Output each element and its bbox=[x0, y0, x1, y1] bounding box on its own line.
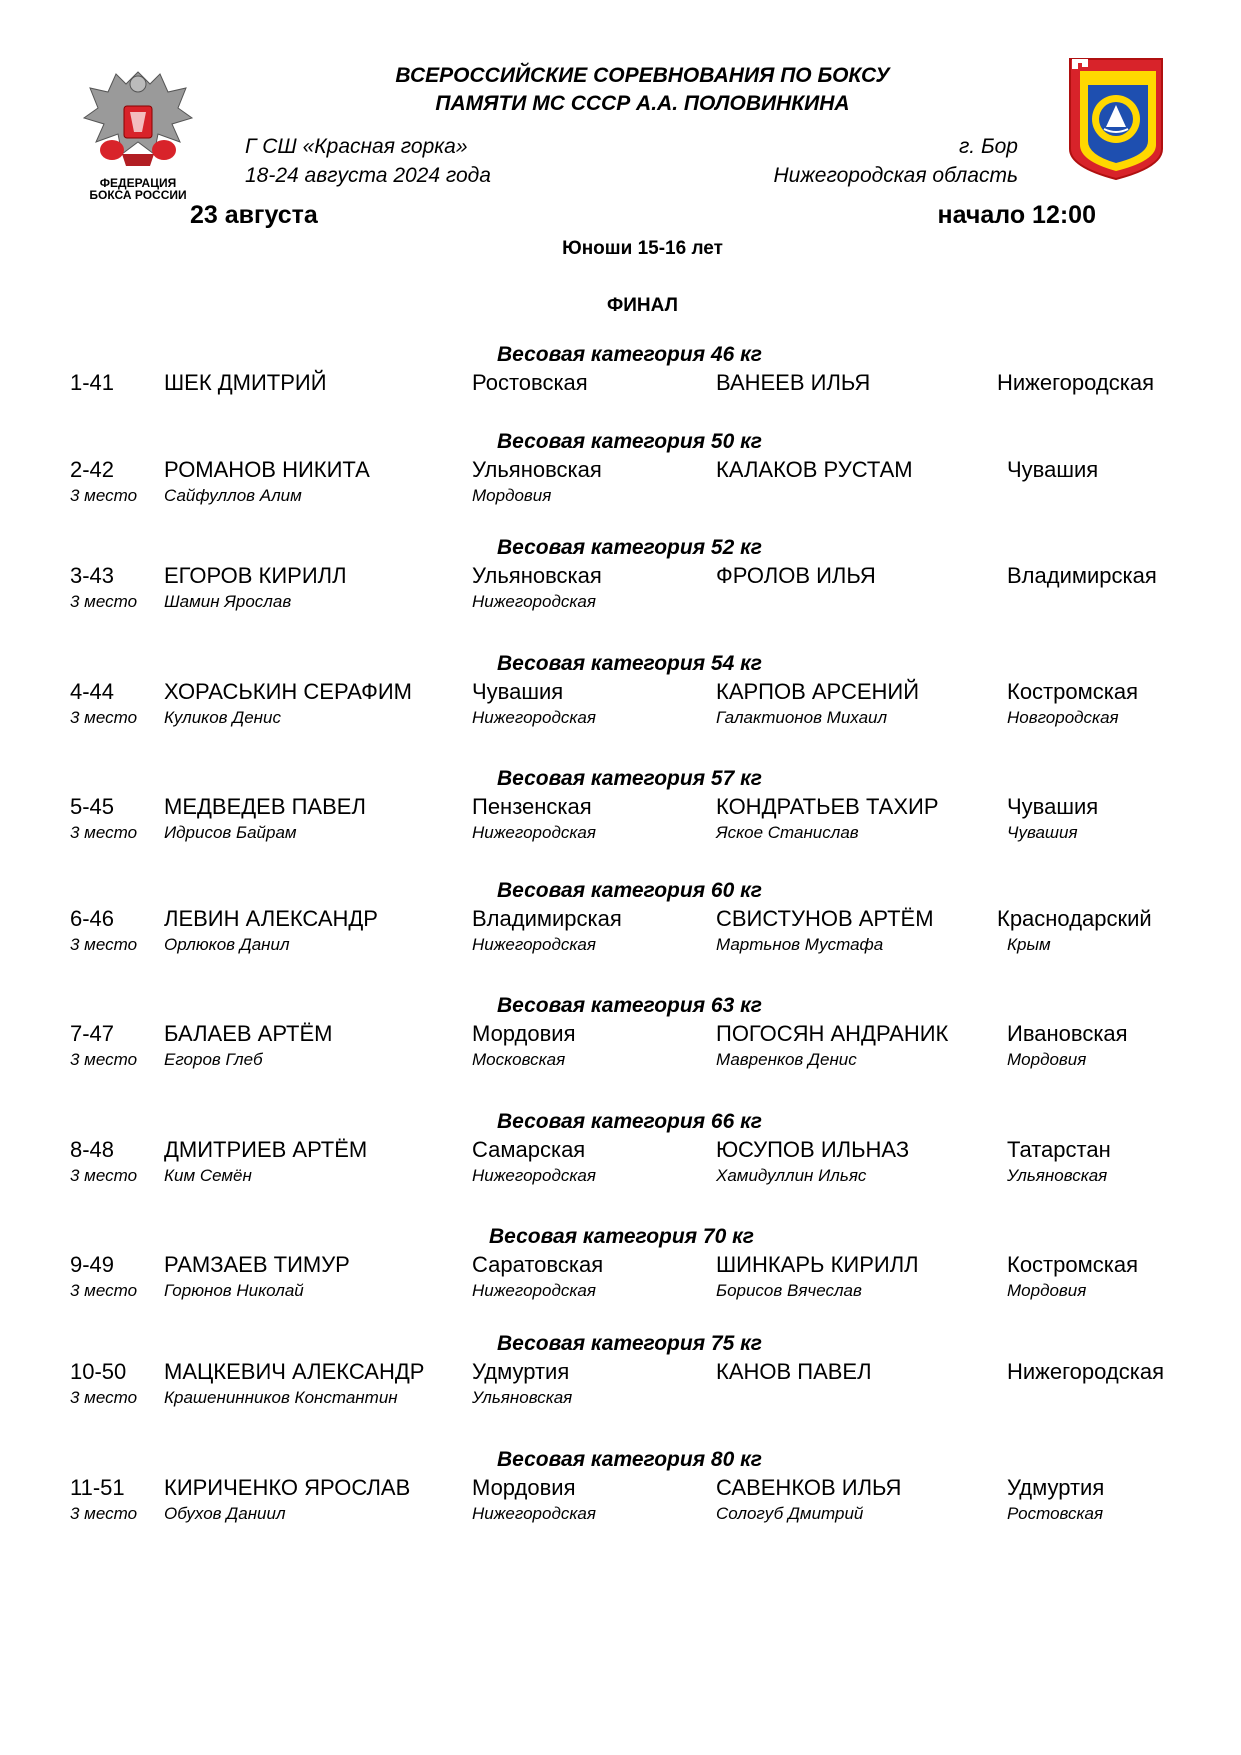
weight-category: Весовая категория 60 кг bbox=[497, 879, 762, 902]
red-corner-region: Удмуртия bbox=[472, 1359, 570, 1384]
third-place-region-1: Нижегородская bbox=[472, 935, 596, 954]
third-place-region-1: Московская bbox=[472, 1050, 566, 1069]
blue-corner-name: КАЛАКОВ РУСТАМ bbox=[716, 457, 913, 482]
region: Нижегородская область bbox=[773, 164, 1018, 187]
third-place-name-1: Обухов Даниил bbox=[164, 1504, 286, 1523]
third-place-label: 3 место bbox=[70, 486, 138, 505]
third-place-name-1: Куликов Денис bbox=[164, 708, 281, 727]
third-place-region-2: Крым bbox=[1007, 935, 1051, 954]
red-corner-region: Мордовия bbox=[472, 1021, 576, 1046]
blue-corner-region: Чувашия bbox=[1007, 457, 1099, 482]
third-place-name-2: Хамидуллин Ильяс bbox=[716, 1166, 867, 1185]
blue-corner-region: Краснодарский bbox=[997, 906, 1152, 931]
weight-category: Весовая категория 66 кг bbox=[497, 1110, 762, 1133]
bout-number: 2-42 bbox=[70, 457, 115, 482]
red-corner-region: Владимирская bbox=[472, 906, 622, 931]
age-group: Юноши 15-16 лет bbox=[562, 238, 723, 259]
blue-corner-name: ВАНЕЕВ ИЛЬЯ bbox=[716, 370, 871, 395]
weight-category: Весовая категория 57 кг bbox=[497, 767, 762, 790]
blue-corner-name: КАРПОВ АРСЕНИЙ bbox=[716, 679, 920, 704]
third-place-region-1: Ульяновская bbox=[472, 1388, 573, 1407]
third-place-label: 3 место bbox=[70, 1504, 138, 1523]
red-corner-name: МАЦКЕВИЧ АЛЕКСАНДР bbox=[164, 1359, 425, 1384]
third-place-region-2: Новгородская bbox=[1007, 708, 1119, 727]
weight-category: Весовая категория 50 кг bbox=[497, 430, 762, 453]
blue-corner-name: ПОГОСЯН АНДРАНИК bbox=[716, 1021, 949, 1046]
third-place-region-2: Ростовская bbox=[1007, 1504, 1104, 1523]
third-place-name-2: Борисов Вячеслав bbox=[716, 1281, 862, 1300]
third-place-name-2: Сологуб Дмитрий bbox=[716, 1504, 864, 1523]
bout-number: 1-41 bbox=[70, 370, 115, 395]
red-corner-name: КИРИЧЕНКО ЯРОСЛАВ bbox=[164, 1475, 411, 1500]
third-place-label: 3 место bbox=[70, 592, 138, 611]
third-place-name-2: Мавренков Денис bbox=[716, 1050, 857, 1069]
weight-category: Весовая категория 80 кг bbox=[497, 1448, 762, 1471]
weight-category: Весовая категория 75 кг bbox=[497, 1332, 762, 1355]
blue-corner-region: Владимирская bbox=[1007, 563, 1157, 588]
third-place-region-2: Ульяновская bbox=[1007, 1166, 1108, 1185]
third-place-name-1: Идрисов Байрам bbox=[164, 823, 297, 842]
blue-corner-name: СВИСТУНОВ АРТЁМ bbox=[716, 906, 934, 931]
blue-corner-name: КОНДРАТЬЕВ ТАХИР bbox=[716, 794, 939, 819]
red-corner-name: МЕДВЕДЕВ ПАВЕЛ bbox=[164, 794, 366, 819]
third-place-region-1: Нижегородская bbox=[472, 592, 596, 611]
red-corner-region: Ульяновская bbox=[472, 563, 602, 588]
third-place-region-1: Нижегородская bbox=[472, 708, 596, 727]
red-corner-region: Самарская bbox=[472, 1137, 586, 1162]
blue-corner-region: Костромская bbox=[1007, 679, 1138, 704]
red-corner-name: ДМИТРИЕВ АРТЁМ bbox=[164, 1137, 368, 1162]
title-line-1: ВСЕРОССИЙСКИЕ СОРЕВНОВАНИЯ ПО БОКСУ bbox=[395, 64, 890, 87]
third-place-name-1: Егоров Глеб bbox=[164, 1050, 263, 1069]
third-place-region-2: Мордовия bbox=[1007, 1050, 1087, 1069]
weight-category: Весовая категория 54 кг bbox=[497, 652, 762, 675]
competition-day: 23 августа bbox=[190, 201, 318, 229]
red-corner-region: Пензенская bbox=[472, 794, 592, 819]
bout-number: 4-44 bbox=[70, 679, 115, 704]
weight-category: Весовая категория 52 кг bbox=[497, 536, 762, 559]
third-place-label: 3 место bbox=[70, 935, 138, 954]
start-time: начало 12:00 bbox=[937, 201, 1096, 229]
blue-corner-region: Нижегородская bbox=[997, 370, 1154, 395]
bout-number: 6-46 bbox=[70, 906, 115, 931]
red-corner-region: Ростовская bbox=[472, 370, 588, 395]
blue-corner-name: КАНОВ ПАВЕЛ bbox=[716, 1359, 872, 1384]
third-place-label: 3 место bbox=[70, 708, 138, 727]
red-corner-region: Мордовия bbox=[472, 1475, 576, 1500]
blue-corner-name: ШИНКАРЬ КИРИЛЛ bbox=[716, 1252, 919, 1277]
third-place-region-1: Нижегородская bbox=[472, 1281, 596, 1300]
red-corner-name: ЛЕВИН АЛЕКСАНДР bbox=[164, 906, 378, 931]
third-place-label: 3 место bbox=[70, 1388, 138, 1407]
bout-number: 5-45 bbox=[70, 794, 115, 819]
federation-logo-text-1: ФЕДЕРАЦИЯ bbox=[99, 176, 177, 190]
federation-logo-text-2: БОКСА РОССИИ bbox=[89, 188, 187, 202]
blue-corner-region: Удмуртия bbox=[1007, 1475, 1105, 1500]
third-place-label: 3 место bbox=[70, 1281, 138, 1300]
third-place-label: 3 место bbox=[70, 1050, 138, 1069]
weight-category: Весовая категория 70 кг bbox=[489, 1225, 754, 1248]
third-place-name-2: Яское Станислав bbox=[716, 823, 859, 842]
third-place-name-1: Шамин Ярослав bbox=[164, 592, 292, 611]
red-corner-name: ШЕК ДМИТРИЙ bbox=[164, 370, 327, 395]
blue-corner-name: ЮСУПОВ ИЛЬНАЗ bbox=[716, 1137, 910, 1162]
blue-corner-region: Ивановская bbox=[1007, 1021, 1128, 1046]
red-corner-name: РАМЗАЕВ ТИМУР bbox=[164, 1252, 350, 1277]
venue: Г СШ «Красная горка» bbox=[245, 135, 468, 158]
third-place-name-1: Крашенинников Константин bbox=[164, 1388, 398, 1407]
blue-corner-name: ФРОЛОВ ИЛЬЯ bbox=[716, 563, 876, 588]
bout-number: 10-50 bbox=[70, 1359, 127, 1384]
bout-number: 8-48 bbox=[70, 1137, 115, 1162]
third-place-region-2: Чувашия bbox=[1007, 823, 1078, 842]
bout-number: 9-49 bbox=[70, 1252, 115, 1277]
red-corner-region: Саратовская bbox=[472, 1252, 604, 1277]
third-place-name-1: Ким Семён bbox=[164, 1166, 252, 1185]
third-place-region-1: Нижегородская bbox=[472, 1504, 596, 1523]
third-place-name-1: Горюнов Николай bbox=[164, 1281, 304, 1300]
third-place-name-1: Сайфуллов Алим bbox=[164, 486, 302, 505]
third-place-name-1: Орлюков Данил bbox=[164, 935, 290, 954]
blue-corner-region: Нижегородская bbox=[1007, 1359, 1164, 1384]
third-place-label: 3 место bbox=[70, 823, 138, 842]
bout-number: 11-51 bbox=[70, 1475, 125, 1500]
red-corner-name: ЕГОРОВ КИРИЛЛ bbox=[164, 563, 347, 588]
bout-number: 3-43 bbox=[70, 563, 115, 588]
blue-corner-region: Чувашия bbox=[1007, 794, 1099, 819]
blue-corner-region: Татарстан bbox=[1007, 1137, 1111, 1162]
bout-number: 7-47 bbox=[70, 1021, 115, 1046]
red-corner-name: БАЛАЕВ АРТЁМ bbox=[164, 1021, 333, 1046]
third-place-label: 3 место bbox=[70, 1166, 138, 1185]
red-corner-name: РОМАНОВ НИКИТА bbox=[164, 457, 370, 482]
third-place-name-2: Мартьнов Мустафа bbox=[716, 935, 884, 954]
blue-corner-region: Костромская bbox=[1007, 1252, 1138, 1277]
red-corner-region: Чувашия bbox=[472, 679, 564, 704]
weight-category: Весовая категория 63 кг bbox=[497, 994, 762, 1017]
third-place-region-1: Мордовия bbox=[472, 486, 552, 505]
red-corner-name: ХОРАСЬКИН СЕРАФИМ bbox=[164, 679, 412, 704]
weight-category: Весовая категория 46 кг bbox=[497, 343, 762, 366]
blue-corner-name: САВЕНКОВ ИЛЬЯ bbox=[716, 1475, 902, 1500]
city: г. Бор bbox=[958, 135, 1018, 158]
stage-title: ФИНАЛ bbox=[607, 295, 678, 316]
third-place-name-2: Галактионов Михаил bbox=[716, 708, 888, 727]
title-line-2: ПАМЯТИ МС СССР А.А. ПОЛОВИНКИНА bbox=[435, 92, 850, 115]
third-place-region-1: Нижегородская bbox=[472, 1166, 596, 1185]
event-dates: 18-24 августа 2024 года bbox=[245, 164, 491, 187]
third-place-region-2: Мордовия bbox=[1007, 1281, 1087, 1300]
red-corner-region: Ульяновская bbox=[472, 457, 602, 482]
third-place-region-1: Нижегородская bbox=[472, 823, 596, 842]
